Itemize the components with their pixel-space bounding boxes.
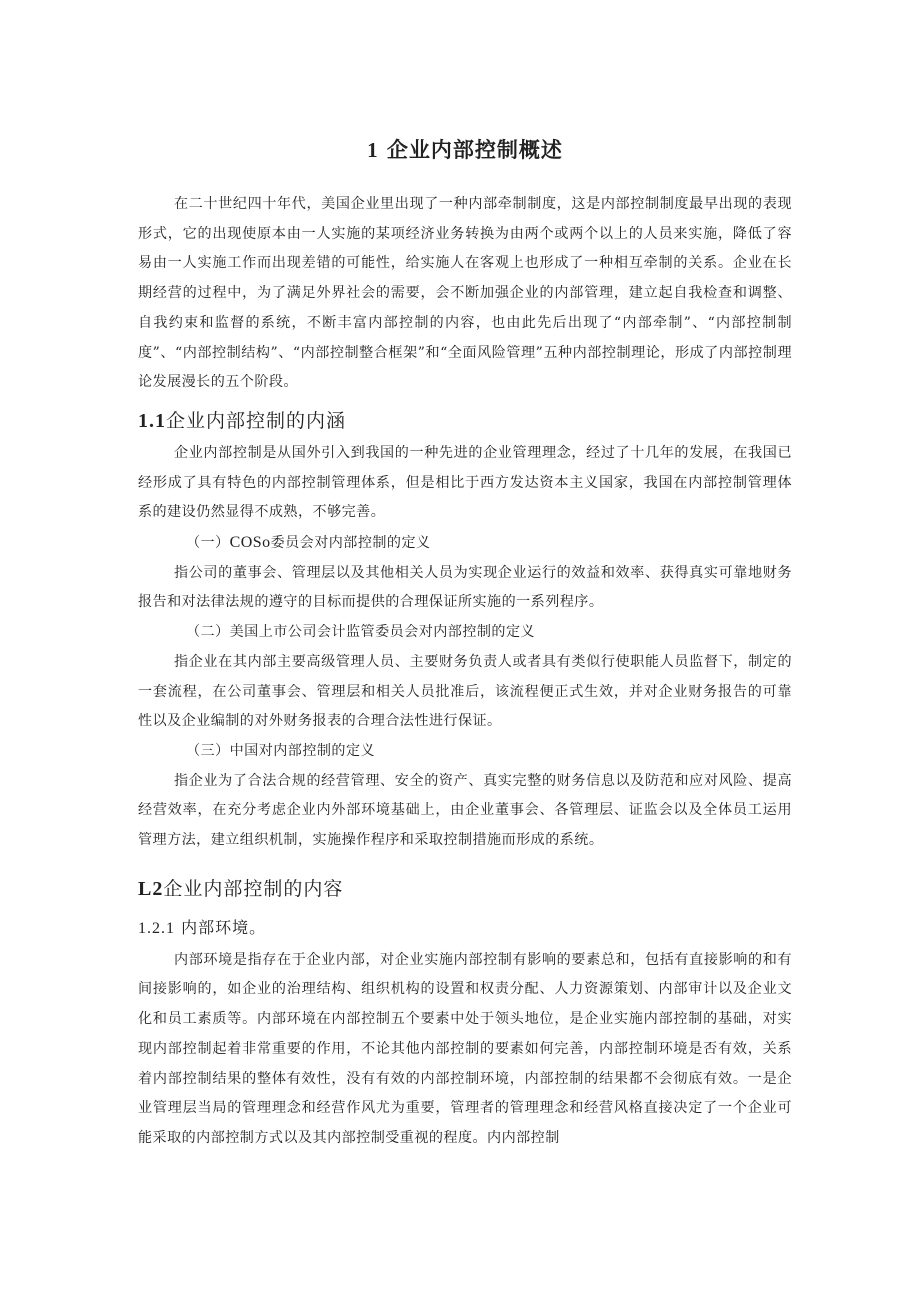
subsection-heading-text: 内部环境。 [181, 917, 267, 937]
chapter-number: 1 [367, 138, 379, 162]
intro-paragraph: 在二十世纪四十年代，美国企业里出现了一种内部牵制制度，这是内部控制制度最早出现的表现形式，它的出现使原本由一人实施的某项经济业务转换为由两个或两个以上的人员来实施，降低了容易由一人实施工作而出现差错的可能性，给实施人在客观上也形成了一种相互牵制的关系。企业在长期经营的过程中，为了满足外界社会的需要，会不断加强企业的内部管理，建立起自我检查和调整、自我约束和监督的系统，不断丰富内部控制的内容，也由此先后出现了“内部牵制”、“内部控制制度”、“内部控制结构”、“内部控制整合框架”和“全面风险管理”五种内部控制理论，形成了内部控制理论发展漫长的五个阶段。 [138, 196, 792, 391]
chapter-title-text: 企业内部控制概述 [386, 137, 563, 162]
coso-definition-paragraph: 指公司的董事会、管理层以及其他相关人员为实现企业运行的效益和效率、获得真实可靠地财务报告和对法律法规的遵守的目标而提供的合理保证所实施的一系列程序。 [138, 564, 792, 611]
section-1-1-paragraph: 企业内部控制是从国外引入到我国的一种先进的企业管理理念，经过了十几年的发展，在我国已经形成了具有特色的内部控制管理体系，但是相比于西方发达资本主义国家，我国在内部控制管理体系的建设仍然显得不成熟，不够完善。 [138, 444, 792, 521]
document-body [138, 134, 792, 1154]
pcaob-definition-paragraph: 指企业在其内部主要高级管理人员、主要财务负责人或者具有类似行使职能人员监督下，制定的一套流程，在公司董事会、管理层和相关人员批准后，该流程便正式生效，并对企业财务报告的可靠性以及企业编制的对外财务报表的合理合法性进行保证。 [138, 653, 792, 730]
section-heading-1-1 [138, 406, 792, 433]
subsection-heading-1-2-1 [138, 915, 792, 938]
subheading-china: （三）中国对内部控制的定义 [186, 742, 376, 759]
subheading-prefix: （一） [186, 535, 230, 552]
internal-environment-paragraph: 内部环境是指存在于企业内部，对企业实施内部控制有影响的要素总和，包括有直接影响的和有间接影响的，如企业的治理结构、组织机构的设置和权责分配、人力资源策划、内部审计以及企业文化和员工素质等。内部环境在内部控制五个要素中处于领头地位，是企业实施内部控制的基础，对实现内部控制起着非常重要的作用，不论其他内部控制的要素如何完善，内部控制环境是否有效，关系着内部控制结果的整体有效性，没有有效的内部控制环境，内部控制的结果都不会彻底有效。一是企业管理层当局的管理理念和经营作风尤为重要，管理者的管理理念和经营风格直接决定了一个企业可能采取的内部控制方式以及其内部控制受重视的程度。内内部控制 [138, 951, 792, 1146]
subsection-number: 1.2.1 [138, 919, 175, 937]
subheading-rest: 委员会对内部控制的定义 [270, 535, 431, 552]
chapter-title [138, 134, 792, 164]
subheading-pcaob: （二）美国上市公司会计监管委员会对内部控制的定义 [186, 624, 536, 641]
section-number: L2 [138, 877, 164, 900]
subheading-coso [138, 528, 792, 559]
china-definition-paragraph: 指企业为了合法合规的经营管理、安全的资产、真实完整的财务信息以及防范和应对风险、提高经营效率，在充分考虑企业内外部环境基础上，由企业董事会、各管理层、证监会以及全体员工运用管理方法，建立组织机制，实施操作程序和采取控制措施而形成的系统。 [138, 772, 792, 849]
section-number: 1.1 [138, 409, 166, 432]
section-heading-1-2 [138, 874, 792, 901]
section-heading-text: 企业内部控制的内涵 [166, 409, 347, 432]
subheading-latin: COSo [229, 534, 271, 552]
section-heading-text: 企业内部控制的内容 [163, 877, 344, 900]
